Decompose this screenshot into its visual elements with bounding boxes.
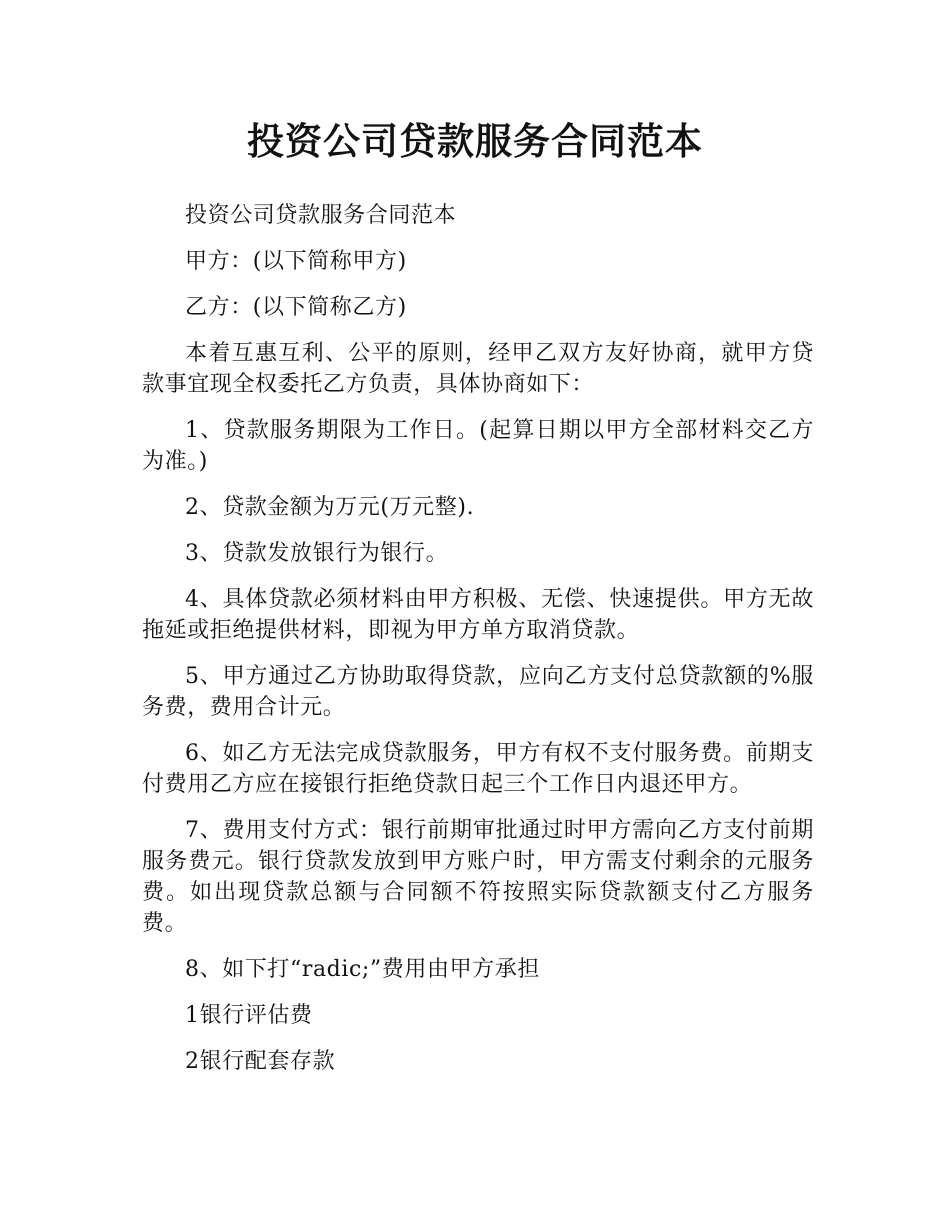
clause-3: 3、贷款发放银行为银行。	[185, 541, 449, 566]
paragraph-party-b: 乙方：(以下简称乙方)	[185, 295, 407, 320]
list-item-bank-matching-deposit: 2银行配套存款	[185, 1049, 336, 1074]
paragraph-party-a: 甲方：(以下简称甲方)	[185, 249, 407, 274]
clause-1: 1、贷款服务期限为工作日。(起算日期以甲方全部材料交乙方为准。)	[142, 418, 814, 474]
paragraph-preamble: 本着互惠互利、公平的原则，经甲乙双方友好协商，就甲方贷款事宜现全权委托乙方负责，具体协商如下：	[142, 341, 814, 397]
document-title: 投资公司贷款服务合同范本	[247, 120, 703, 163]
clause-2: 2、贷款金额为万元(万元整).	[185, 495, 475, 520]
clause-7: 7、费用支付方式：银行前期审批通过时甲方需向乙方支付前期服务费元。银行贷款发放到甲方账户时，甲方需支付剩余的元服务费。如出现贷款总额与合同额不符按照实际贷款额支付乙方服务费。	[142, 818, 814, 936]
clause-6: 6、如乙方无法完成贷款服务，甲方有权不支付服务费。前期支付费用乙方应在接银行拒绝贷款日起三个工作日内退还甲方。	[142, 741, 814, 797]
clause-5: 5、甲方通过乙方协助取得贷款，应向乙方支付总贷款额的%服务费，费用合计元。	[142, 664, 814, 720]
clause-8: 8、如下打“radic;”费用由甲方承担	[185, 957, 540, 982]
document-body	[142, 200, 814, 1092]
clause-4: 4、具体贷款必须材料由甲方积极、无偿、快速提供。甲方无故拖延或拒绝提供材料，即视为甲方单方取消贷款。	[142, 587, 814, 643]
list-item-bank-appraisal-fee: 1银行评估费	[185, 1003, 313, 1028]
paragraph-subtitle: 投资公司贷款服务合同范本	[185, 203, 457, 228]
